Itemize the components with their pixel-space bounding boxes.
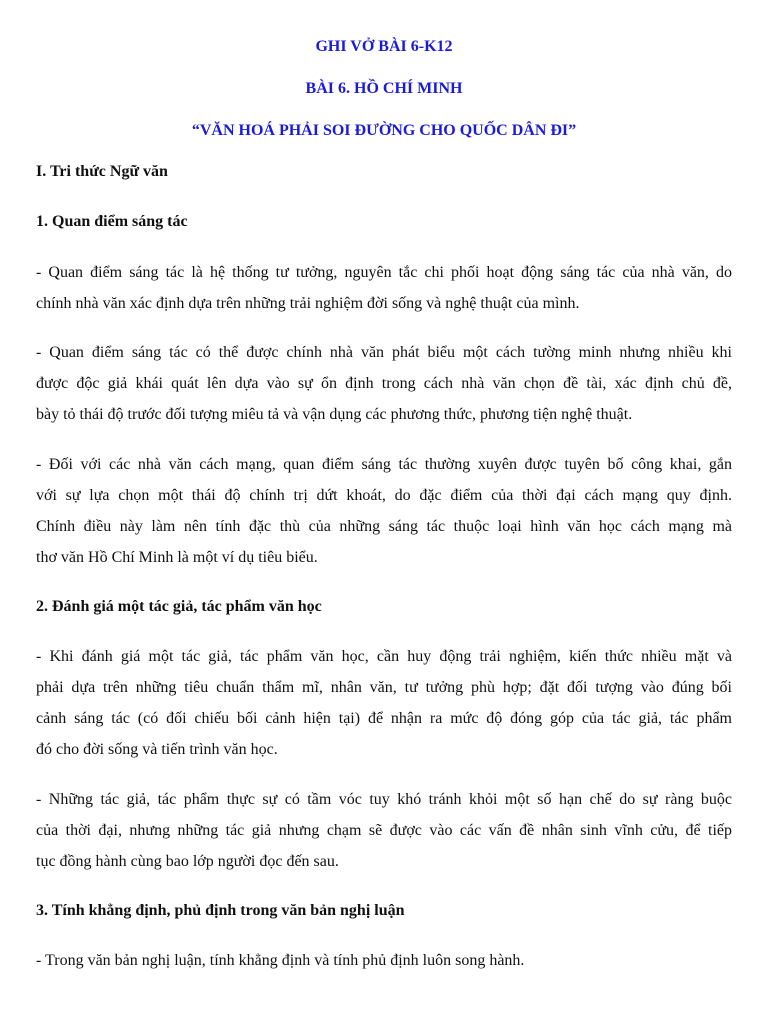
paragraph xyxy=(36,257,732,319)
paragraph xyxy=(36,641,732,765)
text-line: của thời đại, nhưng những tác giả nhưng chạm sẽ được vào các vấn đề nhân sinh vĩnh cửu, để tiếp xyxy=(36,822,732,839)
paragraph xyxy=(36,449,732,573)
lesson-quote-title: “VĂN HOÁ PHẢI SOI ĐƯỜNG CHO QUỐC DÂN ĐI” xyxy=(191,122,577,139)
text-line: - Quan điểm sáng tác có thể được chính nhà văn phát biểu một cách tường minh nhưng nhiều khi xyxy=(36,344,732,361)
subheading-quan-diem: 1. Quan điểm sáng tác xyxy=(36,213,188,230)
paragraph xyxy=(36,784,732,877)
text-line: bày tỏ thái độ trước đối tượng miêu tả và vận dụng các phương thức, phương tiện nghệ thuật. xyxy=(36,406,633,423)
text-line: đó cho đời sống và tiến trình văn học. xyxy=(36,741,278,758)
section-heading-tri-thuc: I. Tri thức Ngữ văn xyxy=(36,163,168,180)
document-title: GHI VỞ BÀI 6-K12 xyxy=(315,38,453,55)
text-line: - Trong văn bản nghị luận, tính khẳng định và tính phủ định luôn song hành. xyxy=(36,952,525,969)
text-line: - Khi đánh giá một tác giả, tác phẩm văn học, cần huy động trải nghiệm, kiến thức nhiều mặt và xyxy=(36,648,732,665)
text-line: tục đồng hành cùng bao lớp người đọc đến sau. xyxy=(36,853,339,870)
text-line: được độc giả khái quát lên dựa vào sự ổn định trong cách nhà văn chọn đề tài, xác định chủ đề, xyxy=(36,375,732,392)
text-line: chính nhà văn xác định dựa trên những trải nghiệm đời sống và nghệ thuật của mình. xyxy=(36,295,580,312)
text-line: - Đối với các nhà văn cách mạng, quan điểm sáng tác thường xuyên được tuyên bố công khai, gắn xyxy=(36,456,732,473)
text-line: - Quan điểm sáng tác là hệ thống tư tưởng, nguyên tắc chi phối hoạt động sáng tác của nhà văn, do xyxy=(36,264,732,281)
text-line: cảnh sáng tác (có đối chiếu bối cảnh hiện tại) để nhận ra mức độ đóng góp của tác giả, tác phẩm xyxy=(36,710,732,727)
text-line: Chính điều này làm nên tính đặc thù của những sáng tác thuộc loại hình văn học cách mạng mà xyxy=(36,518,732,535)
paragraph xyxy=(36,945,732,976)
subheading-danh-gia: 2. Đánh giá một tác giả, tác phẩm văn học xyxy=(36,598,322,615)
lesson-title: BÀI 6. HỒ CHÍ MINH xyxy=(305,80,463,97)
text-line: phải dựa trên những tiêu chuẩn thẩm mĩ, nhân văn, tư tưởng phù hợp; đặt đối tượng vào đúng bối xyxy=(36,679,732,696)
text-line: - Những tác giả, tác phẩm thực sự có tầm vóc tuy khó tránh khỏi một số hạn chế do sự ràng buộc xyxy=(36,791,732,808)
subheading-tinh-khang-dinh: 3. Tính khẳng định, phủ định trong văn bản nghị luận xyxy=(36,902,405,919)
text-line: với sự lựa chọn một thái độ chính trị dứt khoát, do đặc điểm của thời đại cách mạng quy định. xyxy=(36,487,732,504)
text-line: thơ văn Hồ Chí Minh là một ví dụ tiêu biểu. xyxy=(36,549,318,566)
paragraph xyxy=(36,337,732,430)
